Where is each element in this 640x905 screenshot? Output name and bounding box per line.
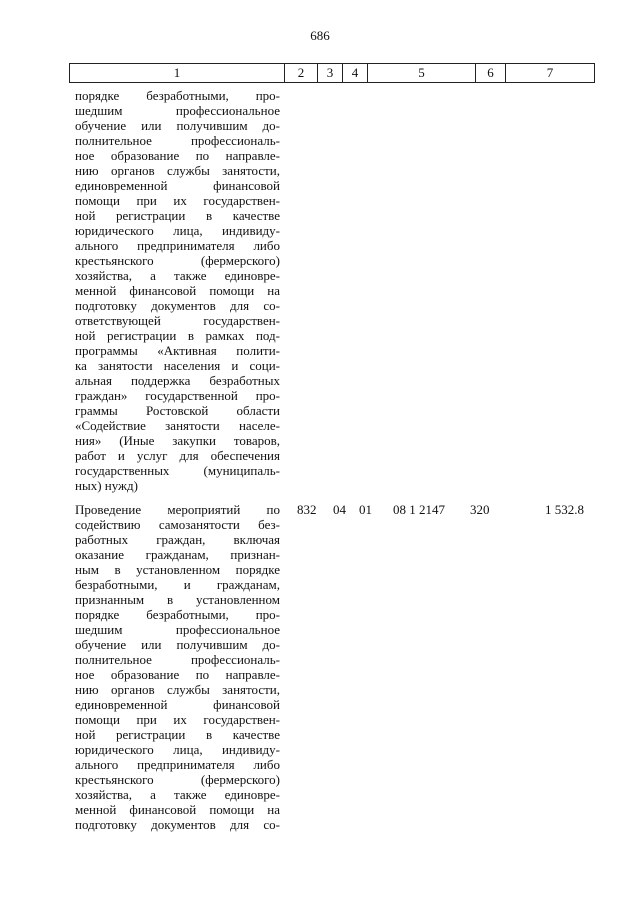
row2-col3-value: 04 — [333, 502, 346, 517]
text-line: порядке безработными, про- — [75, 607, 280, 622]
header-col-4: 4 — [342, 64, 367, 82]
text-line: единовременной финансовой — [75, 697, 280, 712]
text-line: «Содействие занятости населе- — [75, 418, 280, 433]
text-line: менной финансовой помощи на — [75, 283, 280, 298]
text-line: шедшим профессиональное — [75, 622, 280, 637]
text-line: подготовку документов для со- — [75, 298, 280, 313]
text-line: программы «Активная полити- — [75, 343, 280, 358]
text-line: единовременной финансовой — [75, 178, 280, 193]
text-line: ным в установленном порядке — [75, 562, 280, 577]
text-line: хозяйства, а также единовре- — [75, 787, 280, 802]
text-line: помощи при их государствен- — [75, 712, 280, 727]
row2-description — [75, 502, 280, 832]
header-col-3: 3 — [317, 64, 342, 82]
text-line: государственных (муниципаль- — [75, 463, 280, 478]
text-line: юридического лица, индивиду- — [75, 742, 280, 757]
text-line: ной регистрации в качестве — [75, 727, 280, 742]
text-line: ответствующей государствен- — [75, 313, 280, 328]
text-line: ального предпринимателя либо — [75, 757, 280, 772]
header-col-5: 5 — [367, 64, 475, 82]
text-line: признанным в установленном — [75, 592, 280, 607]
text-line: порядке безработными, про- — [75, 88, 280, 103]
header-col-1: 1 — [173, 65, 181, 80]
text-line: содействию самозанятости без- — [75, 517, 280, 532]
text-line: обучение или получившим до- — [75, 637, 280, 652]
text-line: полнительное профессиональ- — [75, 652, 280, 667]
text-line: безработными, и гражданам, — [75, 577, 280, 592]
text-line: крестьянского (фермерского) — [75, 253, 280, 268]
text-line: юридического лица, индивиду- — [75, 223, 280, 238]
text-line: хозяйства, а также единовре- — [75, 268, 280, 283]
text-line: шедшим профессиональное — [75, 103, 280, 118]
header-col-7: 7 — [505, 64, 594, 82]
header-col-2: 2 — [284, 64, 317, 82]
text-line: граждан» государственной про- — [75, 388, 280, 403]
text-line: нию органов службы занятости, — [75, 163, 280, 178]
row1-description — [75, 88, 280, 493]
text-line: ное образование по направле- — [75, 667, 280, 682]
row2-col7-value: 1 532.8 — [545, 502, 584, 517]
text-line: ной регистрации в качестве — [75, 208, 280, 223]
text-line: ния» (Иные закупки товаров, — [75, 433, 280, 448]
text-line: работных граждан, включая — [75, 532, 280, 547]
text-line: работ и услуг для обеспечения — [75, 448, 280, 463]
text-line: альная поддержка безработных — [75, 373, 280, 388]
row2-col5-value: 08 1 2147 — [393, 502, 445, 517]
row2-col4-value: 01 — [359, 502, 372, 517]
text-line: граммы Ростовской области — [75, 403, 280, 418]
text-line: ка занятости населения и соци- — [75, 358, 280, 373]
text-line: подготовку документов для со- — [75, 817, 280, 832]
text-line: оказание гражданам, признан- — [75, 547, 280, 562]
header-col-6: 6 — [475, 64, 505, 82]
text-line: ального предпринимателя либо — [75, 238, 280, 253]
text-line: ной регистрации в рамках под- — [75, 328, 280, 343]
text-line: нию органов службы занятости, — [75, 682, 280, 697]
text-line: крестьянского (фермерского) — [75, 772, 280, 787]
page-number: 686 — [310, 28, 330, 43]
table-header — [69, 63, 595, 83]
text-line: помощи при их государствен- — [75, 193, 280, 208]
text-line: ное образование по направле- — [75, 148, 280, 163]
row2-col6-value: 320 — [470, 502, 490, 517]
text-line: ных) нужд) — [75, 478, 138, 493]
row2-col2-value: 832 — [297, 502, 317, 517]
text-line: полнительное профессиональ- — [75, 133, 280, 148]
text-line: обучение или получившим до- — [75, 118, 280, 133]
text-line: Проведение мероприятий по — [75, 502, 280, 517]
text-line: менной финансовой помощи на — [75, 802, 280, 817]
